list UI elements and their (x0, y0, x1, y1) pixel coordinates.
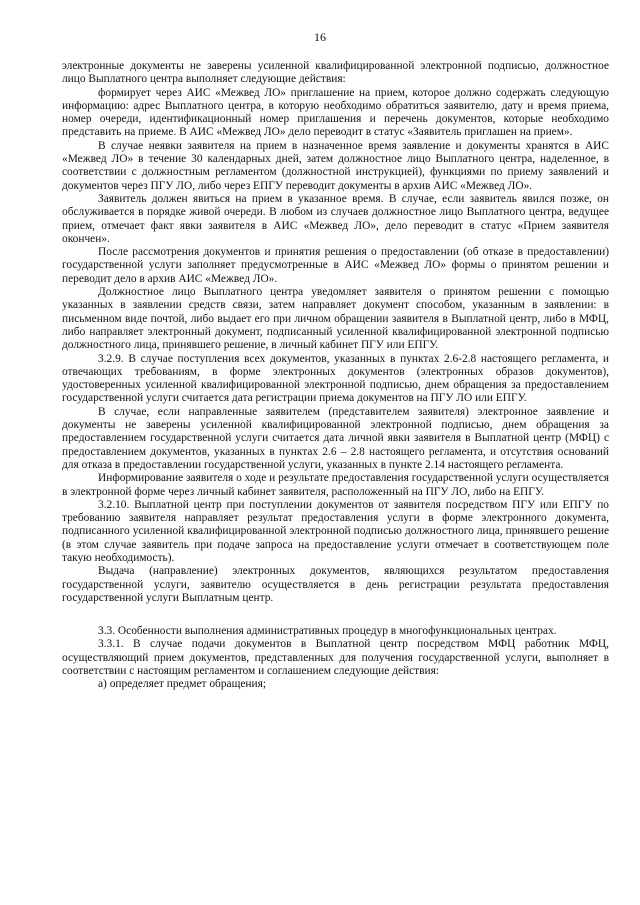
paragraph: 3.2.9. В случае поступления всех документов, указанных в пунктах 2.6-2.8 настоящего регламента, и отвечающих требованиям, в форме электронных документов (электронных образов документов), удостоверенных усиленной квалифицированной электронной подписью, днем обращения за предоставлением государственной услуги считается дата регистрации приема документов на ПГУ ЛО или ЕПГУ. (62, 352, 609, 405)
paragraph: 3.3. Особенности выполнения административных процедур в многофункциональных центрах. (98, 625, 557, 638)
paragraph: а) определяет предмет обращения; (98, 678, 266, 691)
paragraph: электронные документы не заверены усиленной квалифицированной электронной подписью, должностное лицо Выплатного центра выполняет следующие действия: (62, 60, 609, 86)
paragraph: формирует через АИС «Межвед ЛО» приглашение на прием, которое должно содержать следующую информацию: адрес Выплатного центра, в которую необходимо обратиться заявителю, дату и время приема, номер очереди, идентификационный номер приглашения и перечень документов, которые необходимо представить на приеме. В АИС «Межвед ЛО» дело переводит в статус «Заявитель приглашен на прием». (62, 86, 609, 139)
paragraph: В случае неявки заявителя на прием в назначенное время заявление и документы хранятся в АИС «Межвед ЛО» в течение 30 календарных дней, затем должностное лицо Выплатного центра, наделенное, в соответствии с должностным регламентом (должностной инструкцией), функциями по приему заявлений и документов через ПГУ ЛО, либо через ЕПГУ переводит документы в архив АИС «Межвед ЛО». (62, 139, 609, 192)
paragraph: Заявитель должен явиться на прием в указанное время. В случае, если заявитель явился позже, он обслуживается в порядке живой очереди. В любом из случаев должностное лицо Выплатного центра, ведущее прием, отмечает факт явки заявителя в АИС «Межвед ЛО», дело переводит в статус «Прием заявителя окончен». (62, 192, 609, 245)
paragraph: После рассмотрения документов и принятия решения о предоставлении (об отказе в предоставлении) государственной услуги заполняет предусмотренные в АИС «Межвед ЛО» формы о принятом решении и переводит дело в архив АИС «Межвед ЛО». (62, 246, 609, 285)
page-number: 16 (314, 30, 326, 44)
paragraph: Должностное лицо Выплатного центра уведомляет заявителя о принятом решении с помощью указанных в заявлении средств связи, затем направляет документ способом, указанным в заявлении: в письменном виде почтой, либо выдает его при личном обращении заявителя в Выплатной центр, либо в МФЦ, либо направляет электронный документ, подписанный усиленной квалифицированной электронной подписью должностного лица, принявшего решение, в личный кабинет ПГУ или ЕПГУ. (62, 286, 609, 352)
paragraph: Выдача (направление) электронных документов, являющихся результатом предоставления государственной услуги, заявителю осуществляется в день регистрации результата предоставления государственной услуги Выплатным центр. (62, 565, 609, 604)
paragraph: В случае, если направленные заявителем (представителем заявителя) электронное заявление и документы не заверены усиленной квалифицированной электронной подписью, днем обращения за предоставлением государственной услуги считается дата личной явки заявителя в Выплатной центр (МФЦ) с предоставлением документов, указанных в пунктах 2.6 – 2.8 настоящего регламента, и отсутствия оснований для отказа в предоставлении государственной услуги, указанных в пункте 2.14 настоящего регламента. (62, 405, 609, 471)
paragraph: 3.3.1. В случае подачи документов в Выплатной центр посредством МФЦ работник МФЦ, осуществляющий прием документов, представленных для получения государственной услуги, выполняет в соответствии с настоящим регламентом и соглашением следующие действия: (62, 638, 609, 678)
paragraph: Информирование заявителя о ходе и результате предоставления государственной услуги осуществляется в электронной форме через личный кабинет заявителя, расположенный на ПГУ ЛО, либо на ЕПГУ. (62, 472, 609, 498)
paragraph: 3.2.10. Выплатной центр при поступлении документов от заявителя посредством ПГУ или ЕПГУ по требованию заявителя направляет результат предоставления услуги в форме электронного документа, подписанного усиленной квалифицированной электронной подписью должностного лица, принявшего решение (в этом случае заявитель при подаче запроса на предоставление услуги отмечает в соответствующем поле такую необходимость). (62, 498, 609, 564)
document-body (62, 60, 609, 692)
